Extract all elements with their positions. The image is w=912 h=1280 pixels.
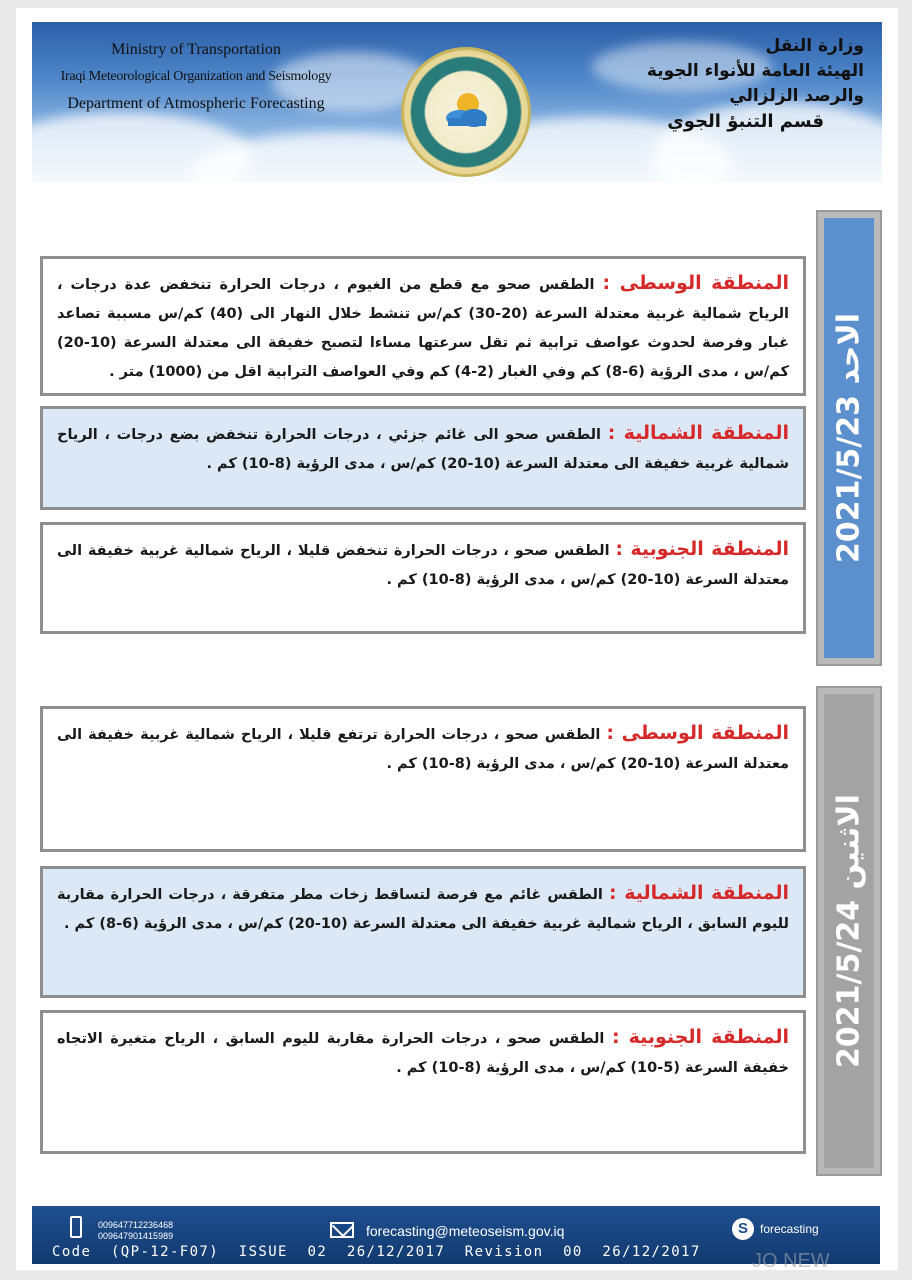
- date-label-day2: [832, 794, 867, 1068]
- header-arabic: [604, 34, 864, 134]
- region-box-north-day2: [40, 866, 806, 998]
- header-banner: [32, 22, 882, 182]
- day-name: الاحد: [831, 312, 867, 385]
- phone-number-1: 009647712236468: [98, 1220, 174, 1230]
- date-bar-day2: [816, 686, 882, 1176]
- region-forecast: الطقس صحو ، درجات الحرارة ترتفع قليلا ، الرياح شمالية غربية خفيفة الى معتدلة السرعة (10-20) كم/س ، مدى الرؤية (8-10) كم .: [57, 727, 789, 772]
- phone-numbers: [98, 1220, 173, 1242]
- region-title: المنطقة الجنوبية :: [615, 538, 789, 560]
- day-name: الاثنين: [831, 794, 867, 890]
- region-box-central-day2: [40, 706, 806, 852]
- header-english: [46, 36, 346, 117]
- organization-name-en: Iraqi Meteorological Organization and Seismology: [60, 69, 332, 84]
- department-name-ar: قسم التنبؤ الجوي: [667, 111, 824, 132]
- organization-name-ar: الهيئة العامة للأنواء الجوية والرصد الزلزالي: [646, 61, 864, 106]
- region-forecast: الطقس صحو ، درجات الحرارة مقاربة لليوم السابق ، الرياح متغيرة الاتجاه خفيفة السرعة (5-10) كم/س ، مدى الرؤية (8-10) كم .: [57, 1031, 789, 1076]
- skype-icon: S: [732, 1218, 754, 1240]
- organization-seal-logo: [404, 50, 528, 174]
- region-title: المنطقة الوسطى :: [606, 722, 789, 744]
- document-code-line: Code (QP-12-F07) ISSUE 02 26/12/2017 Revision 00 26/12/2017: [52, 1244, 701, 1260]
- region-box-south-day2: [40, 1010, 806, 1154]
- region-title: المنطقة الشمالية :: [608, 882, 789, 904]
- date-value: 2021/5/23: [831, 394, 867, 564]
- watermark: JO NEW: [752, 1250, 830, 1272]
- phone-number-2: 009647901415989: [98, 1231, 174, 1241]
- region-box-central-day1: [40, 256, 806, 396]
- phone-icon: [70, 1216, 82, 1238]
- email-link[interactable]: forecasting@meteoseism.gov.iq: [366, 1223, 565, 1239]
- date-bar-day1: [816, 210, 882, 666]
- region-forecast: الطقس صحو الى غائم جزئي ، درجات الحرارة تنخفض بضع درجات ، الرياح شمالية غربية خفيفة الى معتدلة السرعة (10-20) كم/س ، مدى الرؤية (8-10) كم .: [57, 427, 789, 472]
- skype-handle[interactable]: forecasting: [760, 1222, 819, 1236]
- ministry-name-ar: وزارة النقل: [765, 36, 864, 56]
- region-forecast: الطقس صحو ، درجات الحرارة تنخفض قليلا ، الرياح شمالية غربية خفيفة الى معتدلة السرعة (10-20) كم/س ، مدى الرؤية (8-10) كم .: [57, 543, 789, 588]
- date-value: 2021/5/24: [831, 899, 867, 1068]
- region-title: المنطقة الشمالية :: [607, 422, 789, 444]
- region-title: المنطقة الجنوبية :: [611, 1026, 789, 1048]
- region-forecast: الطقس صحو مع قطع من الغيوم ، درجات الحرارة تنخفض عدة درجات ، الرياح شمالية غربية معتدلة السرعة (20-30) كم/س تنشط خلال النهار الى (40) كم/س مسببة تصاعد غبار وفرصة لحدوث عواصف ترابية ثم تقل سرعتها مساءا لتصبح خفيفة الى معتدلة السرعة (10-20) كم/س ، مدى الرؤية (6-8) كم وفي الغبار (2-4) كم وفي العواصف الترابية اقل من (1000) متر .: [57, 277, 790, 380]
- region-forecast: الطقس غائم مع فرصة لتساقط زخات مطر متفرقة ، درجات الحرارة مقاربة لليوم السابق ، الرياح شمالية غربية خفيفة الى معتدلة السرعة (10-20) كم/س ، مدى الرؤية (6-8) كم .: [57, 887, 789, 932]
- date-label-day1: [832, 313, 867, 563]
- sun-cloud-icon: [440, 88, 492, 134]
- ministry-name-en: Ministry of Transportation: [111, 41, 281, 58]
- region-title: المنطقة الوسطى :: [602, 272, 789, 294]
- region-box-north-day1: [40, 406, 806, 510]
- department-name-en: Department of Atmospheric Forecasting: [67, 95, 325, 112]
- email-icon: [330, 1222, 354, 1238]
- region-box-south-day1: [40, 522, 806, 634]
